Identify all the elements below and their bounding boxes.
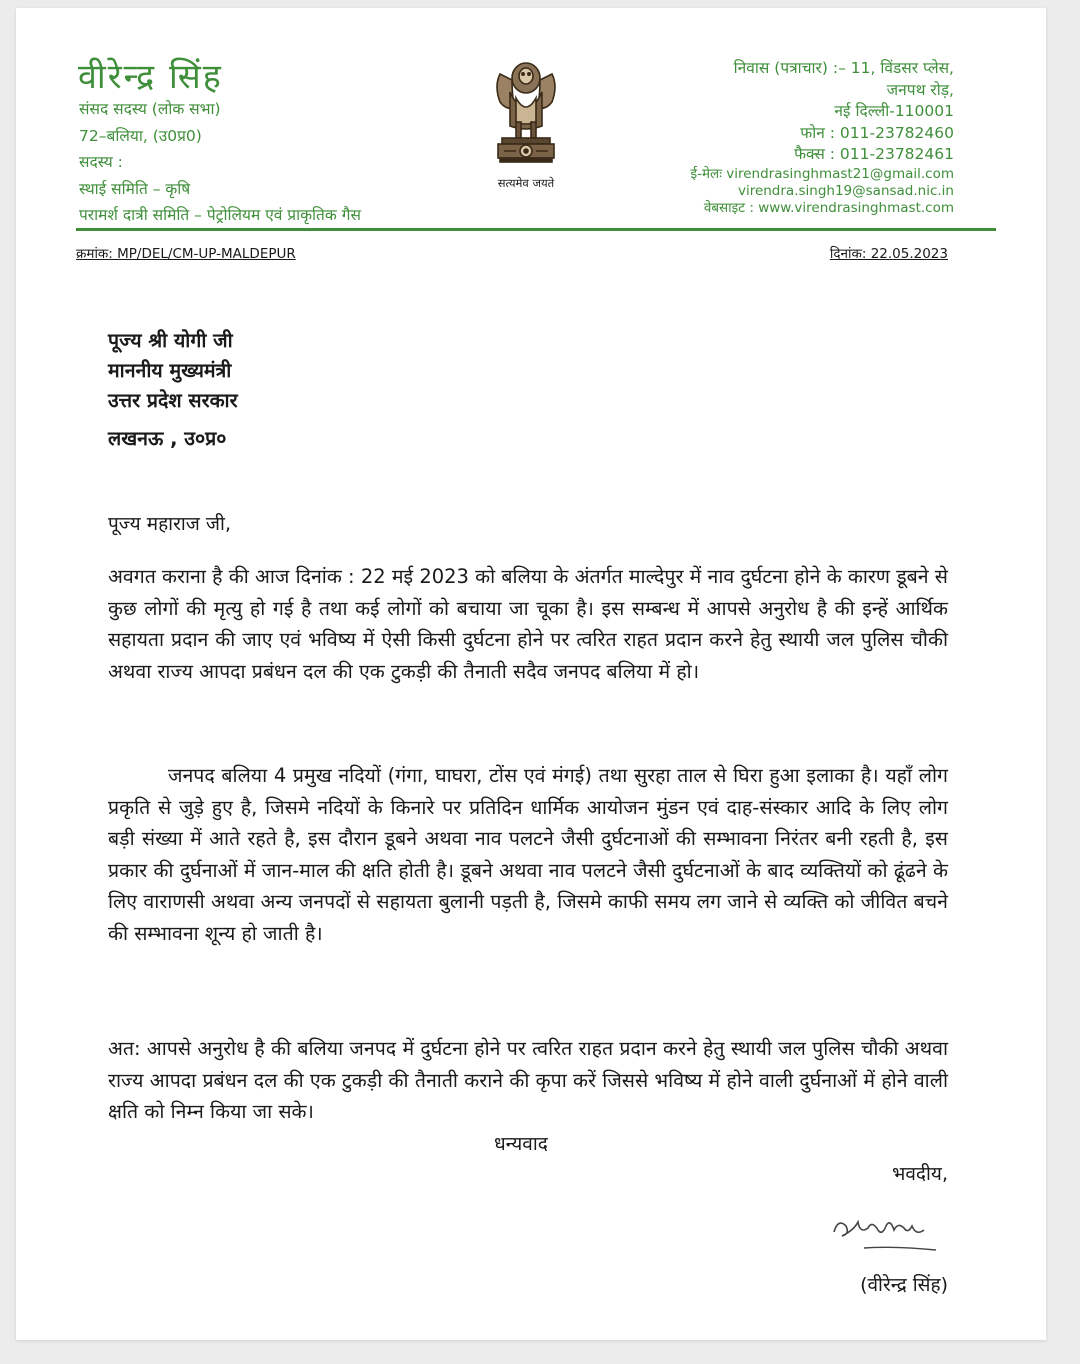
email-secondary: virendra.singh19@sansad.nic.in: [737, 182, 954, 199]
letter-page: [16, 8, 1046, 1340]
address-line-1: निवास (पत्राचार) :– 11, विंडसर प्लेस,: [733, 59, 954, 77]
signer-name: (वीरेन्द्र सिंह): [860, 1274, 948, 1296]
mp-designation: संसद सदस्य (लोक सभा): [79, 100, 221, 118]
lion-capital-icon: [486, 56, 566, 174]
emblem-motto: सत्यमेव जयते: [497, 176, 555, 190]
signature-icon: [824, 1200, 944, 1260]
addressee-line-1: पूज्य श्री योगी जी: [108, 329, 233, 352]
letter-date: दिनांक: 22.05.2023: [829, 246, 948, 262]
addressee-line-2: माननीय मुख्यमंत्री: [108, 359, 232, 382]
reference-number: क्रमांक: MP/DEL/CM-UP-MALDEPUR: [76, 246, 296, 262]
paragraph-3: अत: आपसे अनुरोध है की बलिया जनपद में दुर्घटना होने पर त्वरित राहत प्रदान करने हेतु स्थायी जल पुलिस चौकी अथवा राज्य आपदा प्रबंधन दल की एक टुकड़ी की तैनाती कराने की कृपा करें जिससे भविष्य में होने वाली दुर्घनाओं में होने वाली क्षति को निम्न किया जा सके।: [108, 1037, 948, 1123]
salutation: पूज्य महाराज जी,: [108, 513, 231, 535]
phone-number: फोन : 011-23782460: [800, 123, 954, 142]
addressee-city: लखनऊ , उ०प्र०: [108, 427, 227, 450]
letterhead-left-info: [79, 96, 361, 229]
committee-petroleum: परामर्श दात्री समिति – पेट्रोलियम एवं प्राकृतिक गैस: [79, 206, 361, 224]
mp-constituency: 72–बलिया, (उ0प्र0): [79, 126, 202, 145]
committee-agriculture: स्थाई समिति – कृषि: [79, 179, 191, 198]
letterhead-right-info: [690, 58, 954, 217]
paragraph-2: जनपद बलिया 4 प्रमुख नदियों (गंगा, घाघरा, टोंस एवं मंगई) तथा सुरहा ताल से घिरा हुआ इलाका है। यहाँ लोग प्रकृति से जुड़े हुए है, जिसमे नदियों के किनारे पर प्रतिदिन धार्मिक आयोजन मुंडन एवं दाह-संस्कार आदि के लिए लोग बड़ी संख्या में आते रहते है, इस दौरान डूबने अथवा नाव पलटने जैसी दुर्घटनाओं की सम्भावना निरंतर बनी रहती है, इस प्रकार की दुर्घनाओं में जान-माल की क्षति होती है। डूबने अथवा नाव पलटने जैसी दुर्घटनाओं के बाद व्यक्तियों को ढूंढने के लिए वाराणसी अथवा अन्य जनपदों से सहायता बुलानी पड़ती है, जिसमे काफी समय लग जाने से व्यक्ति को जीवित बचने की सम्भावना शून्य हो जाती है।: [108, 764, 948, 945]
website: वेबसाइट : www.virendrasinghmast.com: [703, 199, 954, 216]
address-line-3: नई दिल्ली-110001: [834, 102, 954, 120]
thanks-text: धन्यवाद: [494, 1133, 548, 1155]
reference-row: [76, 244, 948, 262]
paragraph-1: अवगत कराना है की आज दिनांक : 22 मई 2023 को बलिया के अंतर्गत माल्देपुर में नाव दुर्घटना होने के कारण डूबने से कुछ लोगों की मृत्यु हो गई है तथा कई लोगों को बचाया जा चूका है। इस सम्बन्ध में आपसे अनुरोध है की इन्हें आर्थिक सहायता प्रदान की जाए एवं भविष्य में ऐसी किसी दुर्घटना होने पर त्वरित राहत प्रदान करने हेतु स्थायी जल पुलिस चौकी अथवा राज्य आपदा प्रबंधन दल की एक टुकड़ी की तैनाती सदैव जनपद बलिया में हो।: [108, 565, 948, 683]
national-emblem: [471, 56, 581, 201]
address-line-2: जनपथ रोड़,: [886, 80, 954, 99]
letterhead-divider: [76, 228, 996, 231]
email-primary: ई-मेलः virendrasinghmast21@gmail.com: [690, 165, 954, 182]
letterhead-name: वीरेन्द्र सिंह: [78, 57, 223, 97]
member-label: सदस्य :: [79, 153, 123, 171]
addressee-block: [108, 326, 238, 454]
fax-number: फैक्स : 011-23782461: [794, 145, 954, 163]
addressee-line-3: उत्तर प्रदेश सरकार: [108, 389, 238, 412]
closing-yours: भवदीय,: [892, 1163, 948, 1185]
